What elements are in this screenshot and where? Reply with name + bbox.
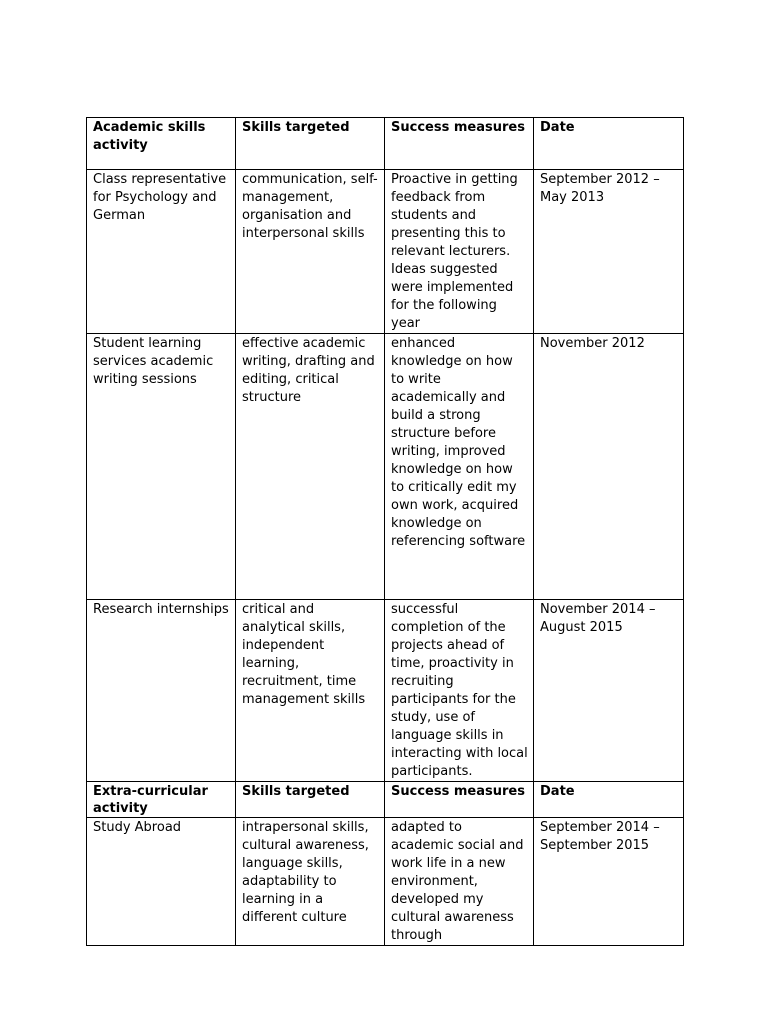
header-skills: Skills targeted xyxy=(236,782,385,818)
cell-skills: intrapersonal skills, cultural awareness, language skills, adaptability to learning in a different culture xyxy=(236,818,385,946)
cell-date: November 2014 – August 2015 xyxy=(534,600,684,782)
cell-skills: communication, self-management, organisation and interpersonal skills xyxy=(236,170,385,334)
cell-activity: Student learning services academic writing sessions xyxy=(87,334,236,600)
skills-table xyxy=(86,117,684,946)
cell-success: successful completion of the projects ahead of time, proactivity in recruiting participants for the study, use of language skills in interacting with local participants. xyxy=(385,600,534,782)
header-success: Success measures xyxy=(385,118,534,170)
table-header-row-extracurricular xyxy=(87,782,684,818)
cell-success: enhanced knowledge on how to write academically and build a strong structure before writing, improved knowledge on how to critically edit my own work, acquired knowledge on referencing software xyxy=(385,334,534,600)
cell-success: Proactive in getting feedback from students and presenting this to relevant lecturers. Ideas suggested were implemented for the following year xyxy=(385,170,534,334)
header-skills: Skills targeted xyxy=(236,118,385,170)
cell-date: September 2012 – May 2013 xyxy=(534,170,684,334)
cell-success: adapted to academic social and work life in a new environment, developed my cultural awareness through xyxy=(385,818,534,946)
cell-activity: Research internships xyxy=(87,600,236,782)
header-activity: Academic skills activity xyxy=(87,118,236,170)
table-row xyxy=(87,334,684,600)
table-header-row xyxy=(87,118,684,170)
cell-activity: Class representative for Psychology and German xyxy=(87,170,236,334)
table-row xyxy=(87,818,684,946)
cell-date: September 2014 – September 2015 xyxy=(534,818,684,946)
header-date: Date xyxy=(534,118,684,170)
header-success: Success measures xyxy=(385,782,534,818)
table-row xyxy=(87,600,684,782)
header-activity: Extra-curricular activity xyxy=(87,782,236,818)
header-date: Date xyxy=(534,782,684,818)
table-row xyxy=(87,170,684,334)
cell-skills: effective academic writing, drafting and editing, critical structure xyxy=(236,334,385,600)
cell-date: November 2012 xyxy=(534,334,684,600)
cell-activity: Study Abroad xyxy=(87,818,236,946)
cell-skills: critical and analytical skills, independent learning, recruitment, time management skills xyxy=(236,600,385,782)
